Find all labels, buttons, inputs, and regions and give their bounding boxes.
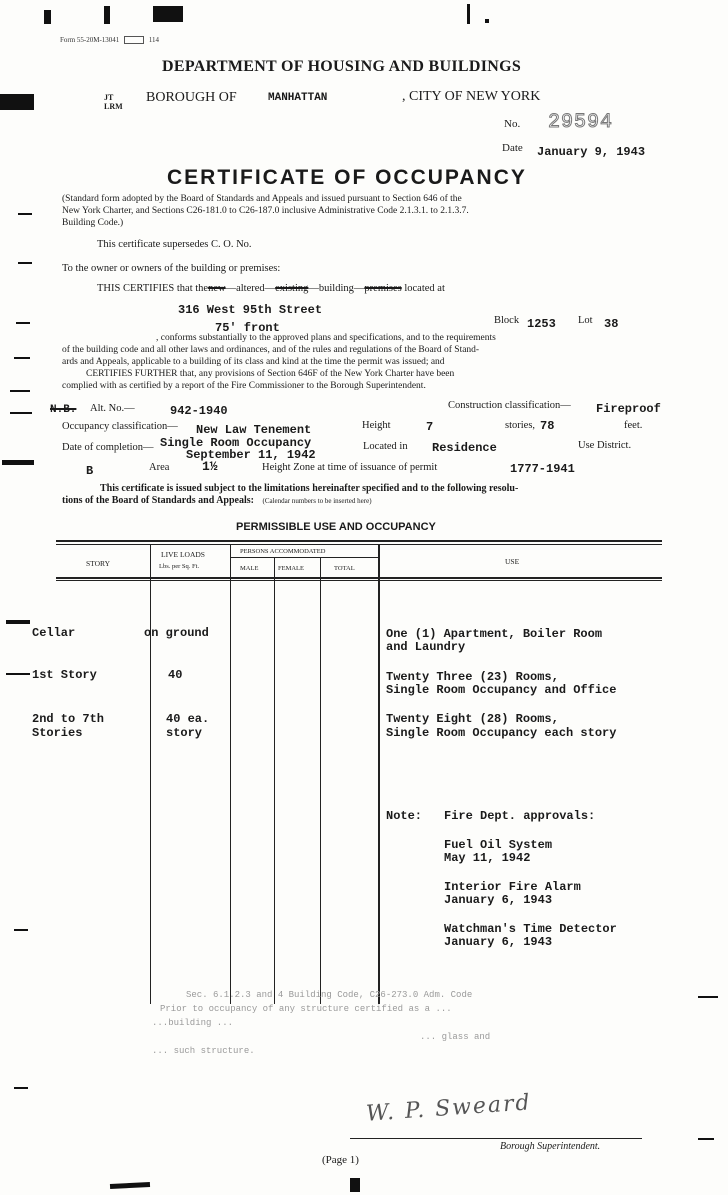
occupancy-value: New Law Tenement (196, 423, 312, 437)
city-label: , CITY OF NEW YORK (402, 89, 541, 104)
table-row-use: One (1) Apartment, Boiler Room (386, 627, 603, 641)
faded-stamp-line: ... glass and (420, 1032, 491, 1042)
table-row-use: and Laundry (386, 640, 466, 654)
intro-line: New York Charter, and Sections C26-181.0 to C26-187.0 inclusive Administrative Code 2.1.3.1. to 2.1.3.7. (62, 206, 469, 216)
construction-value: Fireproof (596, 402, 661, 416)
area-label: Area (149, 462, 170, 473)
subject-line: This certificate is issued subject to the limitations hereinafter specified and to the following resolu- (100, 483, 519, 494)
table-row-story: Stories (32, 726, 83, 740)
table-heading: PERMISSIBLE USE AND OCCUPANCY (236, 521, 436, 533)
margin-dash (14, 357, 30, 359)
table-row-use: Single Room Occupancy and Office (386, 683, 617, 697)
intro-line: Building Code.) (62, 218, 124, 228)
block-value: 1253 (527, 317, 556, 331)
faded-stamp-line: Prior to occupancy of any structure certified as a ... (160, 1004, 452, 1014)
approval-date: May 11, 1942 (444, 851, 531, 865)
scan-mark (110, 1182, 150, 1189)
form-number: Form 55-20M-13041 114 (60, 36, 160, 44)
approval-date: January 6, 1943 (444, 935, 553, 949)
table-row-load: story (166, 726, 203, 740)
margin-dash (6, 673, 30, 675)
scan-mark (6, 620, 30, 624)
construction-label: Construction classification— (448, 400, 571, 411)
to-owner-line: To the owner or owners of the building or premises: (62, 263, 281, 274)
scan-mark (104, 6, 110, 24)
stories-label: stories, (505, 420, 536, 431)
faded-stamp-line: ... such structure. (152, 1046, 255, 1056)
margin-dash (10, 390, 30, 392)
margin-dash (18, 262, 32, 264)
col-story: STORY (86, 559, 111, 568)
table-row-load: 40 (168, 668, 183, 682)
scan-mark (2, 460, 34, 465)
scan-mark (485, 19, 489, 23)
height-value: 7 (426, 420, 434, 434)
b-value: B (86, 464, 94, 478)
faded-stamp-line: Sec. 6.1.2.3 and 4 Building Code, C26-273.0 Adm. Code (186, 990, 473, 1000)
note-title: Fire Dept. approvals: (444, 809, 596, 823)
margin-dash (698, 996, 718, 998)
table-row-load: on ground (144, 626, 209, 640)
margin-mark: JT LRM (104, 93, 123, 111)
note-label: Note: (386, 809, 423, 823)
frontage-value: 75' front (215, 321, 280, 335)
table-row-load: 40 ea. (166, 712, 210, 726)
col-total: TOTAL (334, 565, 355, 572)
col-male: MALE (240, 565, 259, 572)
date-value: January 9, 1943 (537, 145, 646, 159)
cert-no-label: No. (504, 118, 521, 130)
margin-dash (18, 213, 32, 215)
borough-value: MANHATTAN (268, 92, 328, 104)
height-zone-label: Height Zone at time of issuance of permit (262, 462, 438, 473)
located-label: Located in (363, 441, 408, 452)
further-line: complied with as certified by a report of the Fire Commissioner to the Borough Superintendent. (62, 381, 426, 391)
use-district-label: Use District. (578, 440, 632, 451)
block-label: Block (494, 315, 520, 326)
superintendent-label: Borough Superintendent. (500, 1141, 601, 1152)
cert-no-value: 29594 (548, 111, 614, 134)
col-live-loads: LIVE LOADS (161, 550, 205, 559)
permit-value: 1777-1941 (510, 462, 575, 476)
conforms-line: of the building code and all other laws and ordinances, and of the rules and regulations of the Board of Stand- (62, 345, 480, 355)
scan-mark (44, 10, 51, 24)
scan-mark (467, 4, 470, 24)
conforms-line: , conforms substantially to the approved plans and specifications, and to the requirements (156, 333, 496, 343)
feet-label: feet. (624, 420, 643, 431)
alt-value: 942-1940 (170, 404, 228, 418)
scan-mark (0, 94, 34, 110)
table-row-use: Twenty Eight (28) Rooms, (386, 712, 559, 726)
date-label: Date (502, 142, 523, 154)
col-female: FEMALE (278, 565, 304, 572)
nb-struck: N.B. (50, 404, 77, 416)
col-persons: PERSONS ACCOMMODATED (240, 548, 326, 555)
margin-dash (14, 929, 28, 931)
page-number: (Page 1) (322, 1154, 359, 1166)
table-row-use: Single Room Occupancy each story (386, 726, 617, 740)
faded-stamp-line: ...building ... (152, 1018, 234, 1028)
intro-line: (Standard form adopted by the Board of Standards and Appeals and issued pursuant to Section 646 of the (62, 194, 462, 204)
height-label: Height (362, 420, 391, 431)
feet-value: 78 (540, 419, 555, 433)
supersedes-line: This certificate supersedes C. O. No. (97, 239, 252, 250)
margin-dash (16, 322, 30, 324)
table-row-use: Twenty Three (23) Rooms, (386, 670, 559, 684)
certifies-line: THIS CERTIFIES that thenew—altered—existing—building—premises located at (97, 283, 445, 294)
approval-date: January 6, 1943 (444, 893, 553, 907)
table-row-story: 2nd to 7th (32, 712, 105, 726)
address-value: 316 West 95th Street (178, 303, 323, 317)
approval-name: Fuel Oil System (444, 838, 553, 852)
scan-mark (153, 6, 183, 22)
lot-label: Lot (578, 315, 593, 326)
certificate-title: CERTIFICATE OF OCCUPANCY (167, 166, 527, 189)
further-line: CERTIFIES FURTHER that, any provisions of Section 646F of the New York Charter have been (86, 369, 455, 379)
margin-dash (10, 412, 32, 414)
located-value: Residence (432, 441, 497, 455)
lot-value: 38 (604, 317, 619, 331)
header-subrule (230, 557, 378, 558)
header-bottom-rule (56, 577, 662, 579)
signature-line (350, 1138, 642, 1139)
occupancy-label: Occupancy classification— (62, 421, 178, 432)
alt-label: Alt. No.— (90, 403, 135, 414)
completion-value: September 11, 1942 (186, 448, 316, 462)
margin-dash (14, 1087, 28, 1089)
table-row-story: Cellar (32, 626, 76, 640)
area-value: 1½ (202, 459, 218, 474)
borough-label: BOROUGH OF (146, 90, 237, 105)
completion-label: Date of completion— (62, 442, 154, 453)
signature: W. P. Sweard (365, 1090, 533, 1127)
subject-line: tions of the Board of Standards and Appeals: (Calendar numbers to be inserted here) (62, 495, 372, 506)
conforms-line: ards and Appeals, applicable to a building of its class and kind at the time the permit was issued; and (62, 357, 445, 367)
margin-dash (698, 1138, 714, 1140)
table-row-story: 1st Story (32, 668, 97, 682)
col-live-loads-sub: Lbs. per Sq. Ft. (159, 563, 200, 570)
department-title: DEPARTMENT OF HOUSING AND BUILDINGS (162, 58, 522, 75)
approval-name: Interior Fire Alarm (444, 880, 581, 894)
approval-name: Watchman's Time Detector (444, 922, 617, 936)
occupancy-value-2: Single Room Occupancy (160, 436, 312, 450)
col-use: USE (505, 557, 520, 566)
scan-mark (350, 1178, 360, 1192)
